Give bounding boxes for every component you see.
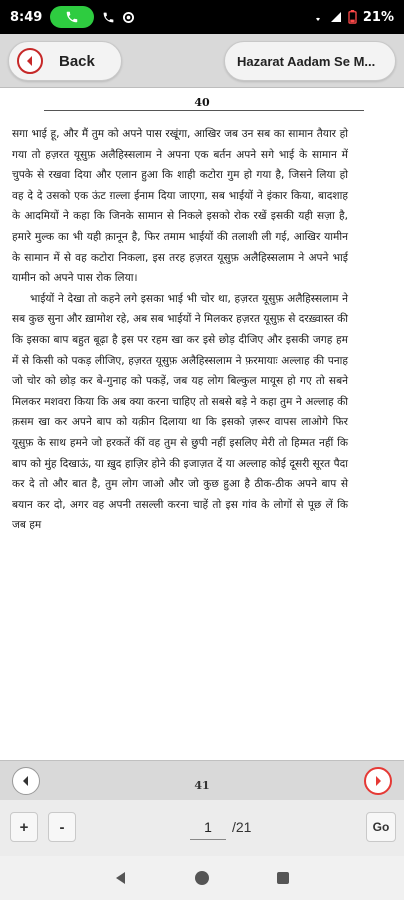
book-title-box — [224, 41, 396, 81]
page-number-top: 40 — [194, 96, 210, 109]
reader-toolbar — [0, 800, 404, 856]
back-button[interactable] — [8, 41, 122, 81]
notification-dot-icon — [123, 12, 134, 23]
triangle-back-icon — [113, 870, 129, 886]
back-label: Back — [59, 52, 95, 70]
circle-home-icon — [194, 870, 210, 886]
ongoing-call-indicator[interactable] — [50, 6, 94, 28]
page-nav-strip — [0, 760, 404, 800]
next-arrow-icon — [371, 774, 385, 788]
page-text — [12, 124, 348, 536]
book-title: Hazarat Aadam Se M... — [237, 53, 376, 69]
paragraph-1: सगा भाई हू, और मैं तुम को अपने पास रखूंगा, आखिर जब उन सब का सामान तैयार हो गया तो हज़रत यूसुफ़ अलैहिस्सलाम ने अपना एक बर्तन अपने सगे भाई के सामान में चुपके से रखवा दिया और एलान हुआ कि शाही कटोरा गुम हो गया है, जिसने लिया हो वह दे दे उसको एक ऊंट ग़ल्ला ईनाम दिया जाएगा, सब भाईयों ने इंकार किया, बादशाह के आदमियों ने कहा कि जिनके सामान से निकले इसको रोक रखें इसकी यही सज़ा है, हमारे मुल्क का भी यही क़ानून है, फिर तमाम भाईयों की तलाशी ली गई, आखिर यामीन के सामान में से वह कटोरा निकला, इस तरह हज़रत यूसुफ़ अलैहिस्सलाम ने अपने भाई यामीन को अपने पास रोक लिया। — [12, 128, 348, 285]
wifi-icon — [312, 11, 324, 23]
back-arrow-icon — [17, 48, 43, 74]
zoom-in-button[interactable]: + — [10, 812, 38, 842]
page-number-bottom: 41 — [194, 779, 210, 792]
square-recents-icon — [276, 871, 290, 885]
total-pages: /21 — [232, 819, 252, 835]
battery-percentage: 21% — [362, 9, 394, 25]
battery-icon — [348, 10, 357, 24]
go-button[interactable]: Go — [366, 812, 396, 842]
app-header — [0, 34, 404, 88]
page-number-input[interactable] — [190, 814, 226, 840]
system-recents-button[interactable] — [272, 867, 294, 889]
phone-call-icon — [65, 10, 79, 24]
next-page-button[interactable] — [364, 767, 392, 795]
system-home-button[interactable] — [191, 867, 213, 889]
signal-icon — [330, 11, 342, 23]
call-icon — [102, 11, 115, 24]
zoom-out-button[interactable]: - — [48, 812, 76, 842]
book-page[interactable] — [0, 88, 404, 760]
system-navigation-bar — [0, 856, 404, 900]
system-back-button[interactable] — [110, 867, 132, 889]
status-bar — [0, 0, 404, 34]
status-time: 8:49 — [10, 9, 43, 25]
paragraph-2: भाईयों ने देखा तो कहने लगे इसका भाई भी चोर था, हज़रत यूसुफ़ अलैहिस्सलाम ने सब कुछ सुना और ख़ामोश रहे, अब सब भाईयों ने मिलकर हज़रत यूसुफ़ से दरख़्वास्त की कि इसका बाप बहुत बूढ़ा है इस पर रहम खा कर इसे छोड़ दीजिए और इसकी जगह हम में से किसी को पकड़ लीजिए, हज़रत यूसुफ़ अलैहिस्सलाम ने फ़रमायाः अल्लाह की पनाह जो चोर को छोड़ कर बे-गुनाह को पकड़ें, जब यह लोग बिल्कुल मायूस हो गए तो सबने मिलकर मशवरा किया कि अब क्या करना चाहिए तो सबसे बड़े ने कहा तुम ने अल्लाह की क़सम खा कर अपने बाप को यक़ीन दिलाया था कि इसको ज़रूर वापस लाओगे फिर यूसुफ़ के साथ हमने जो हरकतें कीं वह तुम से छुपी नहीं इसलिए मेरी तो हिम्मत नहीं कि बाप को मुंह दिखाऊं, या ख़ुद हाज़िर होने की इजाज़त दें या अल्लाह कोई दूसरी सूरत पैदा कर दे तो और बात है, तुम लोग जाओ और जो कुछ हुआ है ठीक-ठीक अपने बाप से बयान कर दो, अगर वह अपनी तसल्ली करना चाहें तो इस गांव के लोगों से पूछ लें कि जब हम — [12, 292, 348, 532]
page-divider — [44, 110, 364, 111]
